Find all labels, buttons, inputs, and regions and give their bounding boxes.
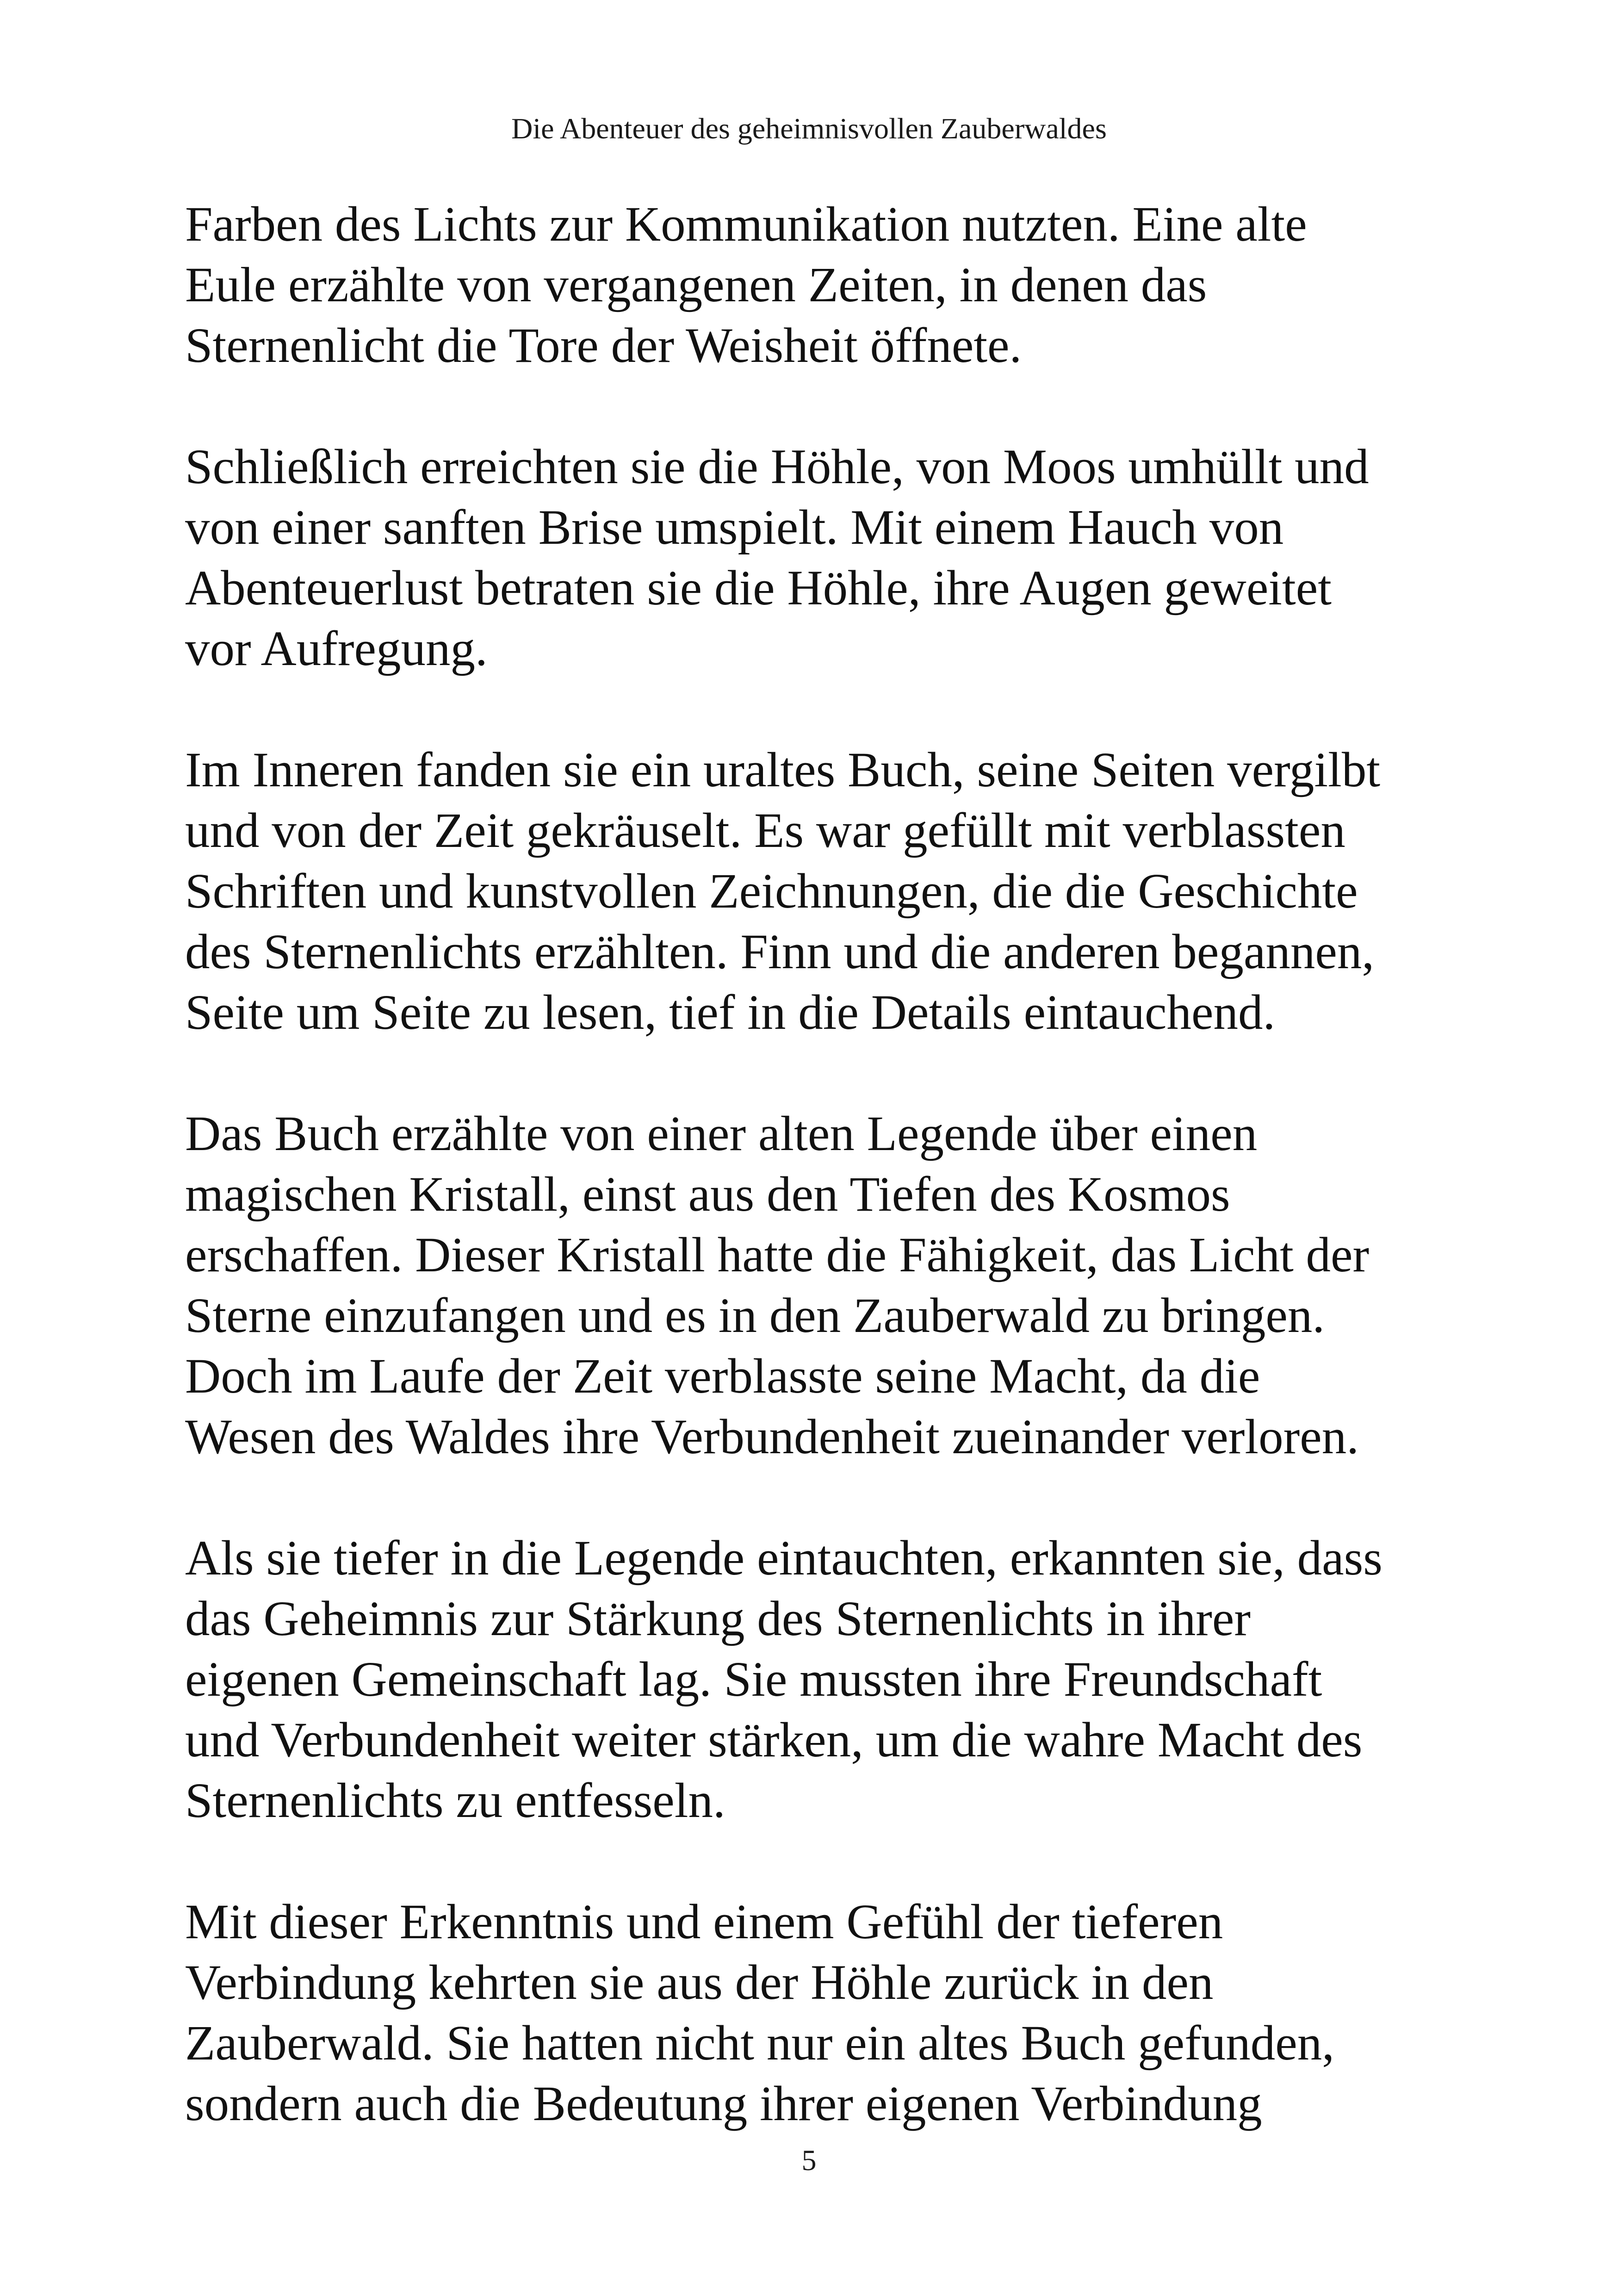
text-line: erschaffen. Dieser Kristall hatte die Fähigkeit, das Licht der (185, 1228, 1370, 1282)
body-text (185, 194, 1462, 2195)
text-line: vor Aufregung. (185, 622, 488, 676)
text-line: und Verbundenheit weiter stärken, um die wahre Macht des (185, 1713, 1363, 1767)
text-line: Eule erzählte von vergangenen Zeiten, in denen das (185, 258, 1207, 312)
text-line: Mit dieser Erkenntnis und einem Gefühl der tieferen (185, 1895, 1223, 1949)
page-number: 5 (801, 2144, 817, 2177)
text-line: Abenteuerlust betraten sie die Höhle, ihre Augen geweitet (185, 561, 1332, 616)
text-line: Das Buch erzählte von einer alten Legende über einen (185, 1107, 1258, 1161)
text-line: Schließlich erreichten sie die Höhle, von Moos umhüllt und (185, 440, 1369, 494)
text-line: magischen Kristall, einst aus den Tiefen des Kosmos (185, 1167, 1230, 1222)
text-line: das Geheimnis zur Stärkung des Sternenlichts in ihrer (185, 1592, 1251, 1646)
text-line: von einer sanften Brise umspielt. Mit einem Hauch von (185, 500, 1284, 555)
text-line: Farben des Lichts zur Kommunikation nutzten. Eine alte (185, 197, 1307, 252)
text-line: Sternenlicht die Tore der Weisheit öffnete. (185, 318, 1022, 373)
text-line: Doch im Laufe der Zeit verblasste seine Macht, da die (185, 1349, 1260, 1404)
text-line: Wesen des Waldes ihre Verbundenheit zueinander verloren. (185, 1410, 1359, 1464)
paragraph (185, 194, 1462, 376)
text-line: Im Inneren fanden sie ein uraltes Buch, seine Seiten vergilbt (185, 743, 1381, 797)
paragraph (185, 1528, 1462, 1831)
text-line: Schriften und kunstvollen Zeichnungen, die die Geschichte (185, 864, 1358, 919)
text-line: Verbindung kehrten sie aus der Höhle zurück in den (185, 1955, 1214, 2010)
paragraph (185, 437, 1462, 679)
text-line: des Sternenlichts erzählten. Finn und die anderen begannen, (185, 925, 1375, 979)
paragraph (185, 740, 1462, 1043)
text-line: sondern auch die Bedeutung ihrer eigenen Verbindung (185, 2077, 1262, 2131)
text-line: und von der Zeit gekräuselt. Es war gefüllt mit verblassten (185, 803, 1345, 858)
text-line: Als sie tiefer in die Legende eintauchten, erkannten sie, dass (185, 1531, 1382, 1586)
text-line: eigenen Gemeinschaft lag. Sie mussten ihre Freundschaft (185, 1652, 1322, 1707)
paragraph (185, 1104, 1462, 1468)
running-header: Die Abenteuer des geheimnisvollen Zauberwaldes (511, 112, 1107, 145)
text-line: Sternenlichts zu entfesseln. (185, 1773, 725, 1828)
paragraph (185, 1892, 1462, 2134)
text-line: Zauberwald. Sie hatten nicht nur ein altes Buch gefunden, (185, 2016, 1334, 2071)
text-line: Seite um Seite zu lesen, tief in die Details eintauchend. (185, 985, 1276, 1040)
text-line: Sterne einzufangen und es in den Zauberwald zu bringen. (185, 1288, 1325, 1343)
